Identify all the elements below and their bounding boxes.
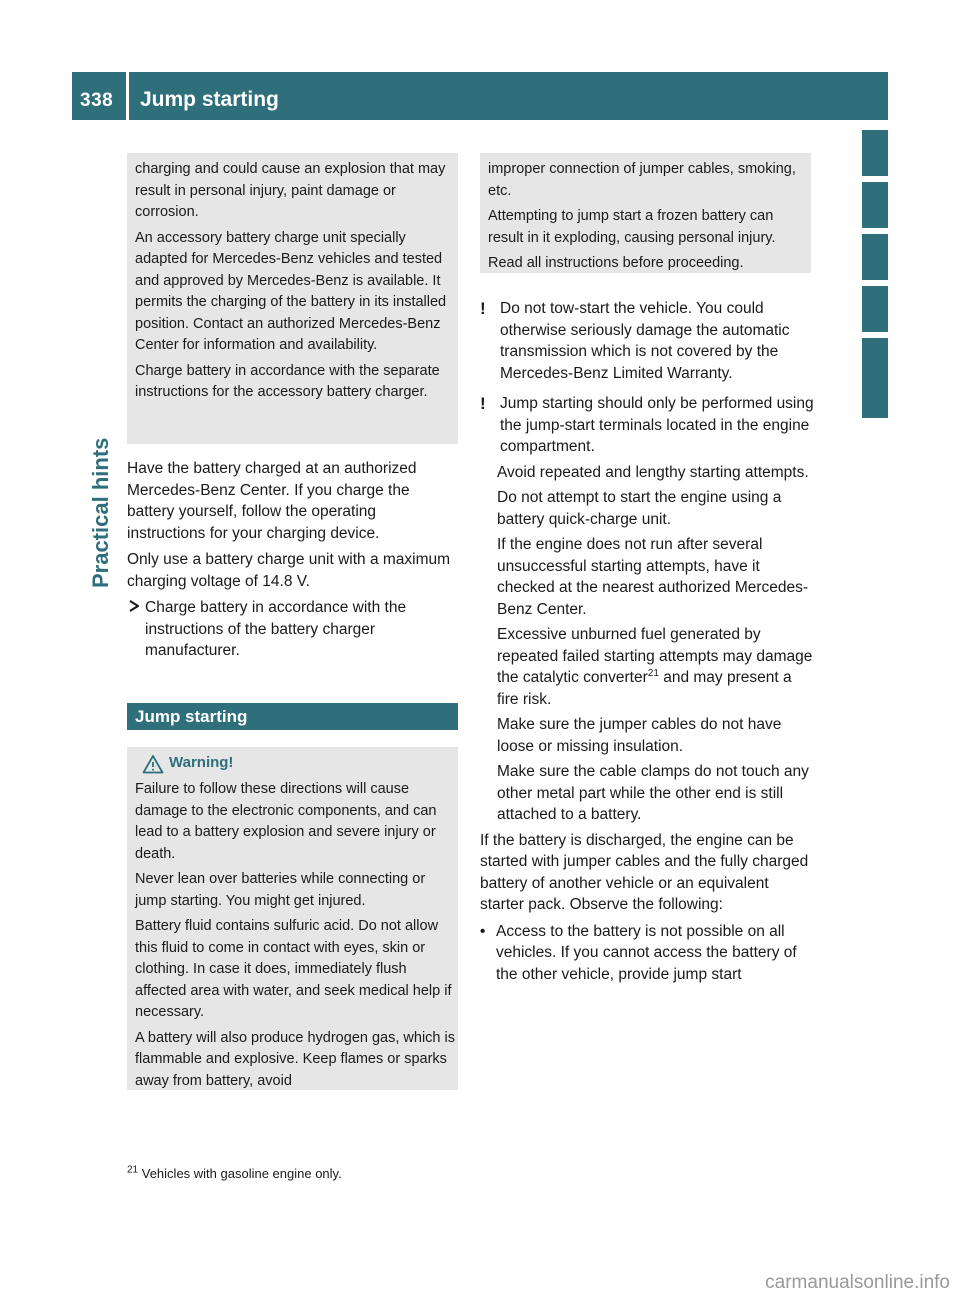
- note-paragraph: If the engine does not run after several unsuccessful starting attempts, have it checked at the nearest authorized Mercedes-Benz Center.: [497, 536, 809, 618]
- warning-continued-text: [488, 159, 808, 275]
- note-text-part: Excessive unburned fuel generated by repeated failed starting attempts may damage the catalytic converter: [497, 626, 813, 686]
- note-paragraph: Do not attempt to start the engine using a battery quick-charge unit.: [497, 489, 782, 528]
- note-paragraph: [497, 624, 815, 710]
- warning-triangle-icon: [142, 754, 164, 774]
- bullet-item: [480, 921, 815, 986]
- footnote-ref: 21: [647, 667, 659, 679]
- page-number: 338: [80, 90, 114, 111]
- note-text: Jump starting should only be performed using the jump-start terminals located in the engine compartment.: [500, 395, 814, 455]
- warning-paragraph: A battery will also produce hydrogen gas, which is flammable and explosive. Keep flames or sparks away from battery, avoid: [135, 1029, 455, 1089]
- step-arrow-icon: [127, 597, 145, 662]
- note-paragraph: Make sure the cable clamps do not touch any other metal part while the other end is still attached to a battery.: [497, 763, 809, 823]
- note-exclamation-icon: !: [480, 299, 486, 318]
- side-tab-block: [862, 130, 888, 176]
- warning-paragraph: improper connection of jumper cables, smoking, etc.: [488, 161, 796, 199]
- body-paragraph: Only use a battery charge unit with a maximum charging voltage of 14.8 V.: [127, 551, 451, 590]
- body-paragraph: Have the battery charged at an authorized Mercedes-Benz Center. If you charge the battery yourself, follow the operating instructions for your charging device.: [127, 460, 417, 542]
- caution-paragraph: charging and could cause an explosion that may result in personal injury, paint damage or corrosion.: [135, 161, 446, 220]
- caution-paragraph: An accessory battery charge unit specially adapted for Mercedes-Benz vehicles and tested and approved by Mercedes-Benz is available. It permits the charging of the battery in its installed position. Contact an authorized Mercedes-Benz Center for information and availability.: [135, 229, 447, 353]
- instruction-step: [127, 597, 458, 662]
- page-title: Jump starting: [140, 88, 279, 111]
- warning-paragraph: Read all instructions before proceeding.: [488, 255, 744, 271]
- right-body-text: [480, 298, 815, 985]
- header-divider: [126, 72, 129, 120]
- step-text: Charge battery in accordance with the instructions of the battery charger manufacturer.: [145, 599, 407, 659]
- section-heading: Jump starting: [135, 707, 248, 726]
- note-text: Do not tow-start the vehicle. You could otherwise seriously damage the automatic transmission which is not covered by the Mercedes-Benz Limited Warranty.: [500, 300, 790, 382]
- side-tab-block: [862, 286, 888, 332]
- warning-paragraph: Battery fluid contains sulfuric acid. Do not allow this fluid to come in contact with eyes, skin or clothing. In case it does, immediately flush affected area with water, and seek medical help if necessary.: [135, 918, 452, 1020]
- side-tab-label: Practical hints: [88, 437, 113, 588]
- footnote-text: Vehicles with gasoline engine only.: [141, 1166, 342, 1181]
- warning-paragraph: Attempting to jump start a frozen battery can result in it exploding, causing personal injury.: [488, 208, 776, 246]
- caution-box-text: [135, 159, 455, 404]
- left-body-text: [127, 458, 458, 662]
- note-text-part: and may present a fire risk.: [497, 669, 792, 708]
- footnote-number: 21: [127, 1164, 139, 1176]
- footnote: [127, 1166, 342, 1181]
- bullet-text: Access to the battery is not possible on all vehicles. If you cannot access the battery of the other vehicle, provide jump start: [496, 922, 797, 983]
- watermark: carmanualsonline.info: [765, 1272, 950, 1293]
- warning-title: Warning!: [169, 754, 234, 771]
- side-tab-block: [862, 234, 888, 280]
- note-item: [480, 298, 815, 384]
- note-paragraph: Make sure the jumper cables do not have loose or missing insulation.: [497, 716, 782, 755]
- bullet-marker: •: [480, 922, 486, 940]
- caution-paragraph: Charge battery in accordance with the separate instructions for the accessory battery charger.: [135, 362, 440, 400]
- warning-text: [135, 779, 455, 1092]
- side-tab-block: [862, 338, 888, 418]
- warning-paragraph: Never lean over batteries while connecting or jump starting. You might get injured.: [135, 871, 426, 909]
- note-continuation: [480, 462, 815, 826]
- side-tab-block: [862, 182, 888, 228]
- body-paragraph: If the battery is discharged, the engine can be started with jumper cables and the fully charged battery of another vehicle or an equivalent starter pack. Observe the following:: [480, 831, 809, 913]
- note-item: [480, 393, 815, 458]
- warning-paragraph: Failure to follow these directions will cause damage to the electronic components, and can lead to a battery explosion and severe injury or death.: [135, 781, 437, 862]
- note-exclamation-icon: !: [480, 394, 486, 413]
- note-paragraph: Avoid repeated and lengthy starting attempts.: [497, 463, 809, 481]
